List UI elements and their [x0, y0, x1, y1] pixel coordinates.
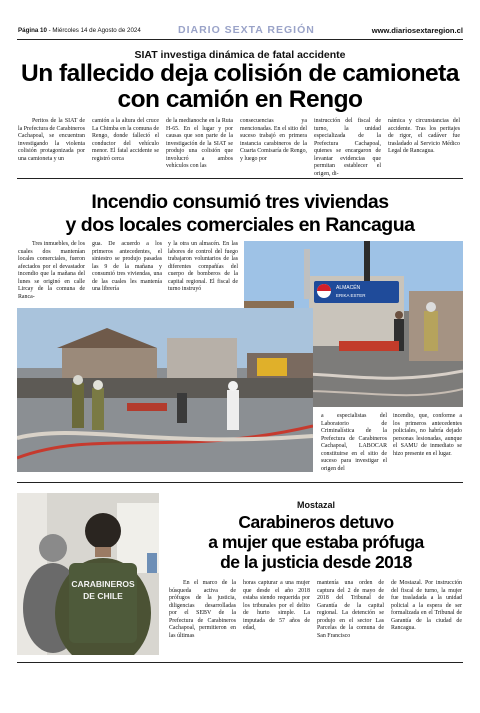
story2-headline	[12, 191, 468, 237]
story3-column-2: horas capturar a una mujer que desde el año 2018 estaba siendo requerida por los tribunales por el delito de hurto simple. La imputada de 57 años de edad,	[243, 580, 310, 631]
story1-column-2: camión a la altura del cruce La Chimba en la comuna de Rengo, donde falleció el conductor del vehículo menor. El fatal accidente se registró cerca	[92, 118, 159, 162]
story1-column-6: námica y circunstancias del accidente. Tras los peritajes de rigor, el cadáver fue trasladado al Servicio Médico Legal de Rancagua.	[388, 118, 460, 154]
firefighters-illustration	[17, 308, 313, 472]
vest-text-1: CARABINEROS	[71, 579, 135, 589]
shop-sign-text-2: ERIKA ESTER	[336, 293, 366, 298]
carabineros-photo	[17, 493, 159, 655]
story1-column-4: consecuencias ya mencionadas. En el sitio del suceso trabajó en primera instancia carabineros de la Cuarta Comisaría de Rengo, y luego por	[240, 118, 307, 162]
story1-headline	[12, 61, 468, 113]
page-header-left	[18, 27, 141, 34]
story3-kicker: Mostazal	[296, 500, 335, 510]
header-rule	[17, 39, 463, 40]
carabineros-illustration	[17, 493, 159, 655]
story3-column-4: de Mostazal. Por instrucción del fiscal de turno, la mujer fue trasladada a la unidad policial a la espera de ser formalizada en el Tribunal de Garantía de la ciudad de Rancagua.	[391, 580, 462, 631]
story1-column-1: Peritos de la SIAT de la Prefectura de Carabineros Cachapoal, se encuentran investigando la violenta colisión protagonizada por una camioneta y un	[18, 118, 85, 162]
story1-headline-line1: Un fallecido deja colisión de camioneta	[21, 60, 459, 87]
story3-rule	[17, 662, 463, 663]
vest-text-2: DE CHILE	[83, 591, 123, 601]
story3-headline-line3: de la justicia desde 2018	[220, 552, 412, 572]
story3-headline	[170, 512, 462, 572]
story1-kicker: SIAT investiga dinámica de fatal accidente	[134, 49, 346, 61]
story2-column-4: a especialistas del Laboratorio de Criminalística de la Prefectura de Carabineros Cachapoal, LABOCAR constituirse en el sitio de suceso para investigar el origen del	[321, 413, 387, 472]
issue-date: - Miércoles 14 de Agosto de 2024	[46, 27, 141, 34]
story1-column-3: de la medianoche en la Ruta H-65. En el lugar y por causas que son parte de la investigación de la SIAT se produjo una colisión que involucró a ambos vehículos con las	[166, 118, 233, 169]
story2-column-2: gua. De acuerdo a los primeros antecedentes, el siniestro se produjo pasadas las 9 de la mañana y consumió tres viviendas, una de las cuales les mantenía una librería	[92, 241, 162, 292]
story3-column-3: mantenía una orden de captura del 2 de mayo de 2018 del Tribunal de Garantía de la capital regional. La detención se produjo en el sector Las Parcelas de la comuna de San Francisco	[317, 580, 384, 639]
story1-headline-line2: con camión en Rengo	[117, 86, 363, 113]
firefighters-photo	[17, 308, 313, 472]
story1-rule	[17, 178, 463, 179]
story1-column-5: instrucción del fiscal de turno, la unidad especializada de la Prefectura Cachapoal, quienes se encargaron de levantar evidencias que permitan establecer el origen, di-	[314, 118, 381, 177]
shop-sign-text: ALMACÉN	[336, 285, 361, 291]
page-number: Página 10	[18, 27, 47, 34]
story2-column-3: y la otra un almacén. En las labores de control del fuego trabajaron voluntarios de las diferentes compañías del cuerpo de bomberos de la capital regional. El fiscal de turno instruyó	[168, 241, 238, 292]
story2-column-1: Tres inmuebles, de los cuales dos mantenían locales comerciales, fueron afectados por el devastador incendio que la mañana del lunes se originó en calle Lircay de la comuna de Ranca-	[18, 241, 85, 300]
story2-column-5: incendio, que, conforme a los primeros antecedentes policiales, no habría dejado personas lesionadas, aunque el SAMU de inmediato se hizo presente en el lugar.	[393, 413, 462, 457]
story3-column-1: En el marco de la búsqueda activa de prófugos de la justicia, diligencias desarrolladas por el SEBV de la Prefectura de Carabineros Cachapoal, permitieron en las últimas	[169, 580, 236, 639]
story3-headline-line1: Carabineros detuvo	[238, 512, 394, 532]
story3-headline-line2: a mujer que estaba prófuga	[208, 532, 424, 552]
story2-headline-line2: y dos locales comerciales en Rancagua	[65, 214, 415, 236]
masthead: DIARIO SEXTA REGIÓN	[178, 24, 315, 36]
story2-headline-line1: Incendio consumió tres viviendas	[91, 191, 389, 213]
website-link[interactable]: www.diariosextaregion.cl	[371, 26, 463, 35]
story2-rule	[17, 482, 463, 483]
